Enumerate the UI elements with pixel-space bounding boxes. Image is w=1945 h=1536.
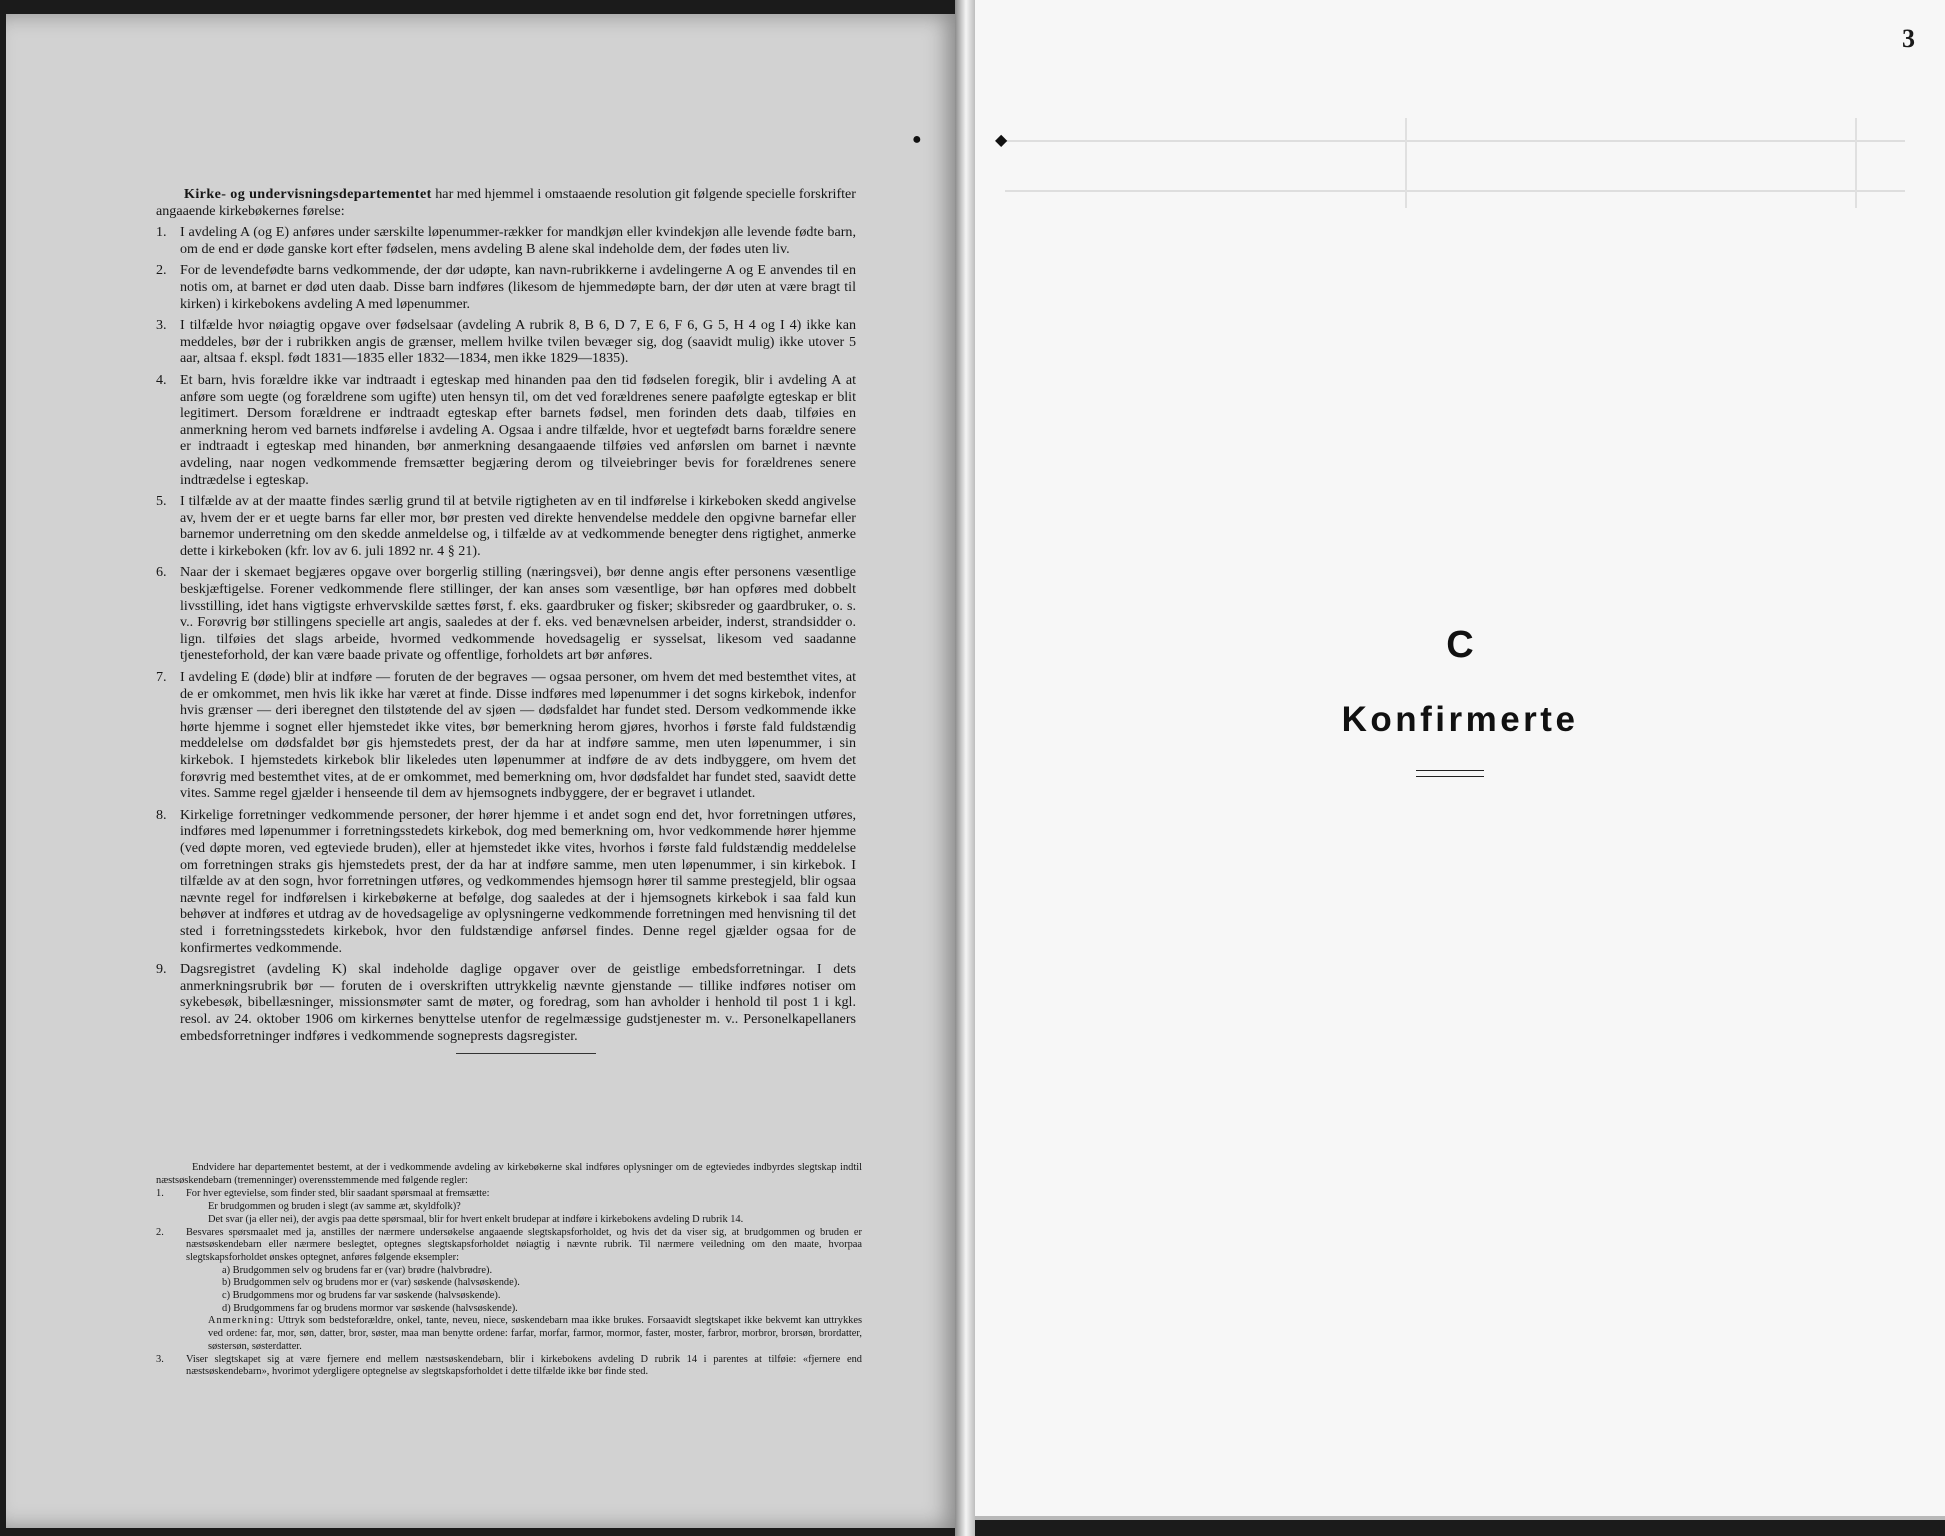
rule-text: I avdeling E (døde) blir at indføre — foruten de der begraves — ogsaa personer, om hvem det med bestemthet vites, at de er omkommet, men hvis lik ikke har været at finde. Disse indføres med løpenummer i det sogns kirkebok, indenfor hvis grænser — deri iberegnet den tilstøtende del av sjøen — dødsfaldet har fundet sted. Dersom vedkommende ikke hørte hjemme i sognet eller hjemstedet ikke vites, bør bemerkning herom gjøres, hvorhos i første fald fuldstændig meddelelse om dødsfaldet bør gis hjemstedets prest, der da har at indføre samme, men uten løpenummer, i sin kirkebok. I hjemstedets kirkebok blir likeledes uten løpenummer at indføre de av dets indbyggere, om hvem det forøvrig med bestemthet vites, at de er omkommet, med bemerkning om, hvor dødsfaldet har fundet sted, saavidt dette vites. Samme regel gjælder i henseende til dem av hjemsognets indbyggere, der er begravet i utlandet. — [180, 669, 856, 802]
bleed-through-line — [1005, 190, 1905, 192]
rule-text: Dagsregistret (avdeling K) skal indeholde daglige opgaver over de geistlige embedsforretningar. I dets anmerkningsrubrik bør — foruten de i overskriften uttrykkelig nævnte gjenstande — tillike indføres notiser om sykebesøk, bibellæsninger, missionsmøter samt de møter, og foredrag, som han avholder i henhold til post 1 i kgl. resol. av 24. oktober 1906 om kirkernes benyttelse utenfor de regelmæssige gudstjenester m. v.. Personelkapellaners embedsforretninger indføres i vedkommende sogneprests dagsregister. — [180, 961, 856, 1044]
rule-number: 9. — [156, 961, 167, 978]
book-spine — [955, 0, 975, 1536]
rule-number: 1. — [156, 224, 167, 241]
addendum-answer: Det svar (ja eller nei), der avgis paa dette spørsmaal, blir for hvert enkelt brudepar at indføre i kirkebokens avdeling D rubrik 14. — [208, 1213, 744, 1225]
rule-text: Kirkelige forretninger vedkommende personer, der hører hjemme i et andet sogn end det, hvor forretningen utføres, indføres med løpenummer i forretningsstedets kirkebok, dog med bemerkning om, hvor vedkommende hører hjemme (ved døpte moren, ved egteviede bruden), eller at hjemstedet ikke vites, hvorhos i første fald fuldstændig meddelelse om forretningen straks gis hjemstedets prest, der da har at indføre samme, men uten løpenummer, i sin kirkebok. I tilfælde av at den sogn, hvor forretningen utføres, og vedkommendes hjemsogn hører til samme prestegjeld, blir ogsaa nævnte regel for indførelsen i kirkebøkerne at befølge, dog saaledes at der i hjemsognets kirkebok i saa fald kun behøver at indføres et utdrag av de hovedsagelige av oplysningerne vedkommende forretningen med henvisning til det sted i forretningsstedets kirkebok, hvor den fuldstændige anførsel findes. Denne regel gjælder ogsaa for de konfirmertes vedkommende. — [180, 806, 856, 956]
rule-text: For de levendefødte barns vedkommende, der dør udøpte, kan navn-rubrikkerne i avdelingerne A og E anvendes til en notis om, at barnet er død uten daab. Disse barn indføres (likesom de hjemmedøpte barn, der dør uten at være bragt til kirken) i kirkebokens avdeling A med løpenummer. — [180, 262, 856, 312]
rule-text: I avdeling A (og E) anføres under særskilte løpenummer-rækker for mandkjøn eller kvindekjøn alle levende fødte barn, om de end er døde ganske kort efter fødselen, mens avdeling B alene skal indeholde dem, der fødes uten liv. — [180, 224, 856, 257]
addendum-intro: Endvidere har departementet bestemt, at der i vedkommende avdeling av kirkebøkerne skal indføres oplysninger om de egteviedes indbyrdes slegtskap indtil næstsøskendebarn (tremenninger) overensstemmende med følgende regler: — [156, 1162, 862, 1186]
addendum-item-text: Besvares spørsmaalet med ja, anstilles der nærmere undersøkelse angaaende slegtskapsforholdet, og hvis det da viser sig, at brudgommen og bruden er næstsøskendebarn eller nærmere beslegtet, optegnes slegtskapsforholdet nøiagtig i nævnte rubrik. Til nærmere veiledning om den maate, hvorpaa slegtskapsforholdet ønskes optegnet, anføres følgende eksempler: — [186, 1226, 862, 1263]
rule-item — [156, 807, 856, 956]
bleed-through-line — [1405, 118, 1407, 208]
rule-number: 2. — [156, 262, 167, 279]
rule-number: 7. — [156, 669, 167, 686]
rule-item — [156, 493, 856, 559]
addendum-item — [156, 1188, 862, 1226]
addendum-item — [156, 1227, 862, 1354]
addendum-number: 2. — [156, 1226, 164, 1238]
rule-number: 6. — [156, 564, 167, 581]
bleed-through-line — [1855, 118, 1857, 208]
rules-list — [156, 224, 856, 1044]
note-text: Uttryk som bedsteforældre, onkel, tante, neveu, niece, søskendebarn maa ikke brukes. Forsaavidt slegtskapet ikke bekvemt kan uttrykkes ved ordene: far, mor, søn, datter, bror, søster, maa man benytte ordene: farfar, morfar, farmor, mormor, faster, moster, farbror, morbror, brorsøn, brordatter, søstersøn, søsterdatter. — [208, 1315, 862, 1352]
intro-body: har med hjemmel i omstaaende resolution git følgende specielle forskrifter angaaende kirkebøkernes førelse: — [156, 186, 856, 219]
rule-number: 5. — [156, 493, 167, 510]
addendum-number: 1. — [156, 1188, 164, 1200]
rule-item — [156, 224, 856, 257]
rule-text: Et barn, hvis forældre ikke var indtraadt i egteskap med hinanden paa den tid fødselen foregik, blir i avdeling A at anføre som uegte (og forældrene som ugifte) uten hensyn til, om det ved forældrenes senere paafølgte egteskap er blit legitimert. Dersom forældrene er indtraadt egteskap efter barnets fødsel, men forinden dets daab, tilføies en anmerkning herom ved barnets indførelse i avdeling A. Ogsaa i andre tilfælde, hvor et uegtefødt barns forældre senere er indtraadt i egteskap med hinanden, bør anmerkning desangaaende tilføies ved anførslen om barnet i nævnte avdeling, naar nogen vedkommende fremsætter begjæring derom og tilveiebringer bevis for forældrenes senere indtrædelse i egteskap. — [180, 371, 856, 488]
section-title: Konfirmerte — [1341, 700, 1579, 739]
divider-line — [456, 1053, 596, 1054]
rule-item — [156, 564, 856, 664]
addendum-item — [156, 1354, 862, 1379]
ink-blot: ◆ — [995, 132, 1008, 149]
section-rule — [1416, 770, 1484, 777]
example: c) Brudgommens mor og brudens far var søskende (halvsøskende). — [222, 1290, 501, 1302]
rule-item — [156, 961, 856, 1044]
rule-item — [156, 669, 856, 802]
page-number: 3 — [1902, 24, 1915, 53]
rule-item — [156, 317, 856, 367]
ink-blot: ● — [912, 131, 922, 148]
rule-text: I tilfælde av at der maatte findes særlig grund til at betvile rigtigheten av en til indførelse i kirkeboken skedd angivelse av, hvem der er et uegte barns far eller mor, bør presten ved direkte henvendelse meddele den opgivne barnefar eller barnemor underretning om den skedde anmeldelse og, i tilfælde av at vedkommende benegter dens rigtighet, anmerke dette i kirkeboken (kfr. lov av 6. juli 1892 nr. 4 § 21). — [180, 493, 856, 559]
rule-text: I tilfælde hvor nøiagtig opgave over fødselsaar (avdeling A rubrik 8, B 6, D 7, E 6, F 6, G 5, H 4 og I 4) ikke kan meddeles, bør der i rubrikken angis de grænser, mellem hvilke tvilen bevæger sig, dog (saavidt mulig) ikke utover 5 aar, altsaa f. ekspl. født 1831—1835 eller 1832—1834, men ikke 1829—1835). — [180, 317, 856, 367]
rule-item — [156, 262, 856, 312]
left-page — [6, 14, 961, 1528]
addendum-number: 3. — [156, 1353, 164, 1365]
rule-item — [156, 372, 856, 488]
bleed-through-line — [1005, 140, 1905, 142]
instructions-text — [156, 186, 856, 1054]
example: a) Brudgommen selv og brudens far er (var) brødre (halvbrødre). — [222, 1264, 493, 1276]
rule-number: 3. — [156, 317, 167, 334]
intro-department: Kirke- og undervisningsdepartementet — [184, 186, 432, 202]
rule-text: Naar der i skemaet begjæres opgave over borgerlig stilling (næringsvei), bør denne angis efter personens væsentlige beskjæftigelse. Forener vedkommende flere stillinger, der kan anses som væsentlige, bør han opføres med dobbelt livsstilling, idet hans vigtigste erhvervskilde sættes først, f. eks. gaardbruker og fisker; skibsreder og gaardbruker, o. s. v.. Forøvrig bør stillingens specielle art angis, saaledes at der f. eks. ved benævnelsen arbeider, inderst, strandsidder o. lign. tilføies det slags arbeide, hvormed vedkommende hovedsagelig er sysselsat, likesom ved saadanne tjenesteforhold, der kan være baade private og offentlige, forholdets art bør anføres. — [180, 564, 856, 664]
addendum-item-text: Viser slegtskapet sig at være fjernere end mellem næstsøskendebarn, blir i kirkebokens avdeling D rubrik 14 i parentes at tilføie: «fjernere end næstsøskendebarn», hvorimot ydergligere optegnelse av slegtskapsforholdet i dette tilfælde ikke bør finde sted. — [186, 1353, 862, 1378]
addendum-question: Er brudgommen og bruden i slegt (av samme æt, skyldfolk)? — [208, 1201, 461, 1213]
addendum-item-text: For hver egtevielse, som finder sted, blir saadant spørsmaal at fremsætte: — [186, 1188, 490, 1200]
right-page — [975, 0, 1945, 1520]
section-letter: C — [1446, 624, 1474, 666]
rule-number: 4. — [156, 371, 167, 388]
intro-paragraph — [156, 186, 856, 219]
rule-number: 8. — [156, 806, 167, 823]
example: d) Brudgommens far og brudens mormor var søskende (halvsøskende). — [222, 1302, 518, 1314]
addendum-text — [156, 1162, 862, 1379]
note-label: Anmerkning: — [208, 1315, 275, 1327]
example: b) Brudgommen selv og brudens mor er (var) søskende (halvsøskende). — [222, 1277, 520, 1289]
note — [186, 1315, 862, 1353]
